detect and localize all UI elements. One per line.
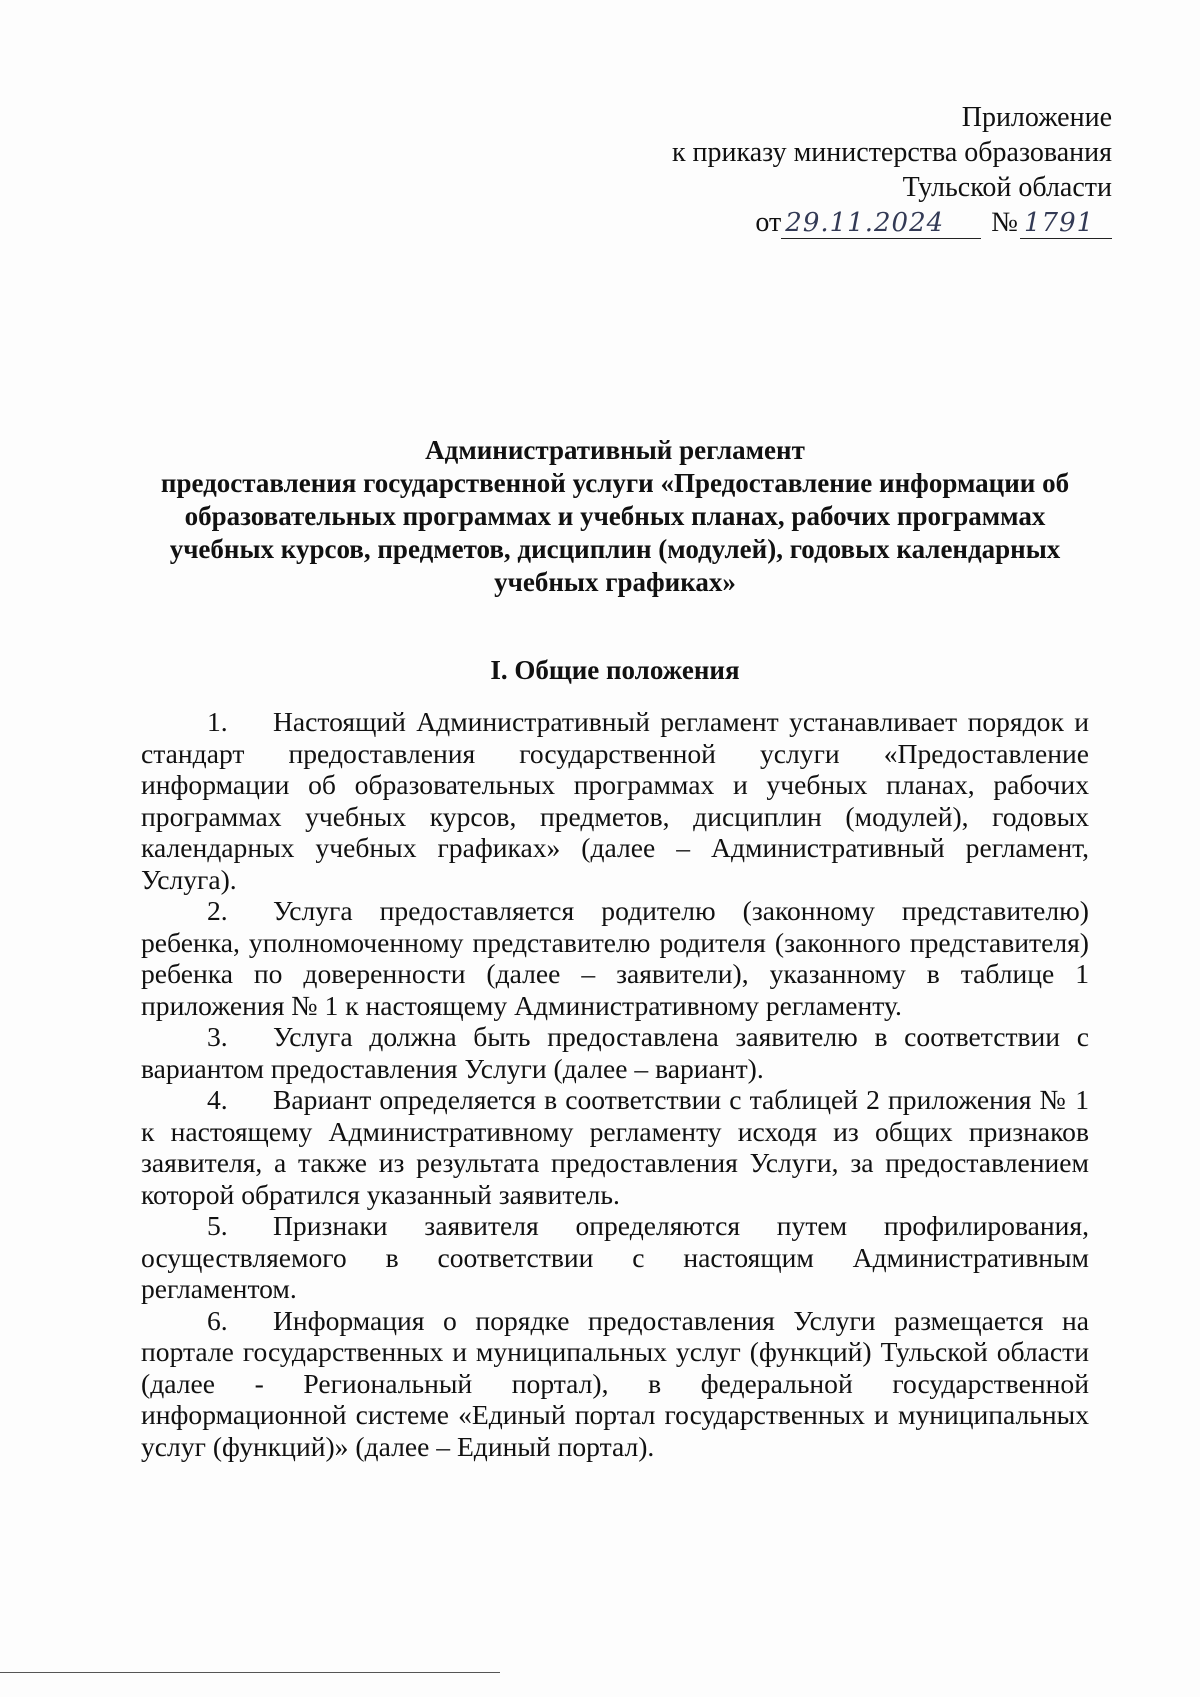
paragraph-text: Настоящий Административный регламент устанавливает порядок и стандарт предоставления государственной услуги «Предоставление информации об образовательных программах и учебных планах, рабочих программах учебных курсов, предметов, дисциплин (модулей), годовых календарных учебных графиках» (далее – Административный регламент, Услуга). bbox=[141, 706, 1089, 895]
paragraph-text: Признаки заявителя определяются путем профилирования, осуществляемого в соответствии с настоящим Административным регламентом. bbox=[141, 1210, 1089, 1304]
document-body bbox=[141, 706, 1089, 1462]
paragraph-number: 5. bbox=[207, 1210, 228, 1241]
region-name: Тульской области bbox=[902, 172, 1112, 203]
paragraph bbox=[141, 1210, 1089, 1305]
paragraph-text: Информация о порядке предоставления Услуги размещается на портале государственных и муниципальных услуг (функций) Тульской области (далее - Региональный портал), в федеральной государственной информационной системе «Единый портал государственных и муниципальных услуг (функций)» (далее – Единый портал). bbox=[141, 1304, 1089, 1462]
document-title bbox=[140, 434, 1090, 599]
title-line: учебных курсов, предметов, дисциплин (модулей), годовых календарных bbox=[169, 534, 1061, 564]
paragraph bbox=[141, 1305, 1089, 1463]
handwritten-order-date: 29.11.2024 bbox=[781, 208, 981, 239]
paragraph bbox=[141, 1084, 1089, 1210]
appendix-header bbox=[672, 100, 1112, 240]
handwritten-order-number: 1791 bbox=[1020, 208, 1112, 239]
paragraph bbox=[141, 1021, 1089, 1084]
paragraph-number: 1. bbox=[207, 706, 228, 737]
paragraph-text: Услуга предоставляется родителю (законному представителю) ребенка, уполномоченному представителю родителя (законного представителя) ребенка по доверенности (далее – заявители), указанному в таблице 1 приложения № 1 к настоящему Административному регламенту. bbox=[141, 895, 1089, 1021]
order-prefix: от bbox=[755, 207, 782, 238]
title-line: предоставления государственной услуги «Предоставление информации об bbox=[160, 468, 1070, 498]
number-sign: № bbox=[991, 207, 1018, 238]
paragraph-text: Вариант определяется в соответствии с таблицей 2 приложения № 1 к настоящему Административному регламенту исходя из общих признаков заявителя, а также из результата предоставления Услуги, за предоставлением которой обратился указанный заявитель. bbox=[141, 1084, 1089, 1210]
scan-edge-rule bbox=[0, 1672, 500, 1673]
paragraph-number: 4. bbox=[207, 1084, 228, 1115]
paragraph-number: 6. bbox=[207, 1304, 228, 1336]
paragraph-number: 3. bbox=[207, 1021, 228, 1052]
title-line: учебных графиках» bbox=[494, 567, 736, 597]
order-reference: к приказу министерства образования bbox=[671, 137, 1112, 168]
title-line: Административный регламент bbox=[425, 435, 805, 465]
paragraph-number: 2. bbox=[207, 895, 228, 926]
section-heading: I. Общие положения bbox=[490, 655, 740, 685]
title-line: образовательных программах и учебных планах, рабочих программах bbox=[184, 501, 1046, 531]
paragraph-text: Услуга должна быть предоставлена заявителю в соответствии с вариантом предоставления Услуги (далее – вариант). bbox=[141, 1021, 1089, 1084]
paragraph bbox=[141, 895, 1089, 1021]
paragraph bbox=[141, 706, 1089, 895]
order-date-number bbox=[672, 205, 1112, 240]
appendix-label: Приложение bbox=[961, 102, 1112, 133]
